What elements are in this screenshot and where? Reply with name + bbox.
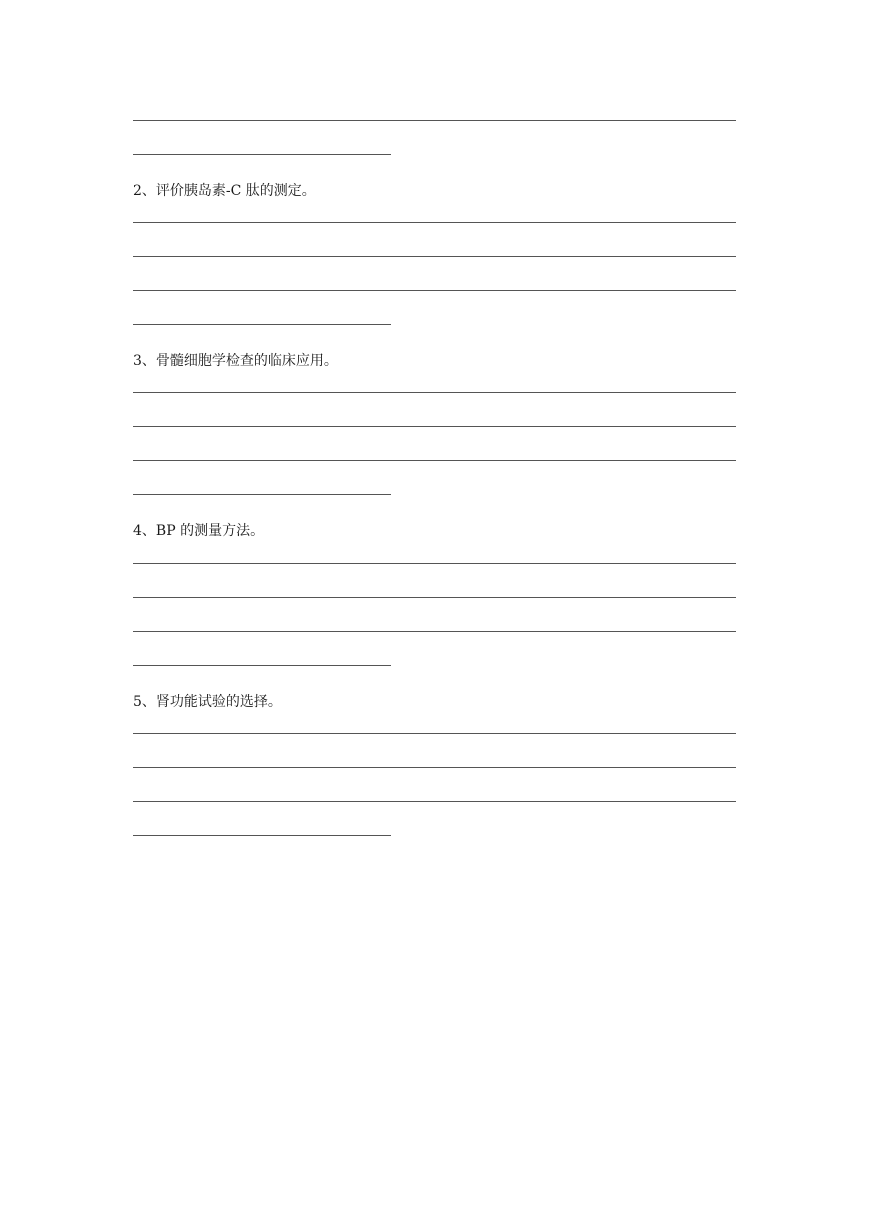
answer-line-short [133,835,391,836]
answer-line-short [133,665,391,666]
answer-line-short [133,154,391,155]
answer-line-short [133,494,391,495]
answer-line [133,801,736,802]
answer-line [133,222,736,223]
question-3: 3、骨髓细胞学检查的临床应用。 [133,353,338,369]
answer-line [133,392,736,393]
answer-line [133,460,736,461]
answer-line [133,733,736,734]
question-4: 4、BP 的测量方法。 [133,523,265,539]
answer-line [133,597,736,598]
answer-line [133,426,736,427]
answer-line-short [133,324,391,325]
question-2: 2、评价胰岛素-C 肽的测定。 [133,183,316,199]
question-5: 5、肾功能试验的选择。 [133,694,282,710]
answer-line [133,120,736,121]
answer-line [133,563,736,564]
answer-line [133,256,736,257]
answer-line [133,631,736,632]
answer-line [133,767,736,768]
answer-line [133,290,736,291]
